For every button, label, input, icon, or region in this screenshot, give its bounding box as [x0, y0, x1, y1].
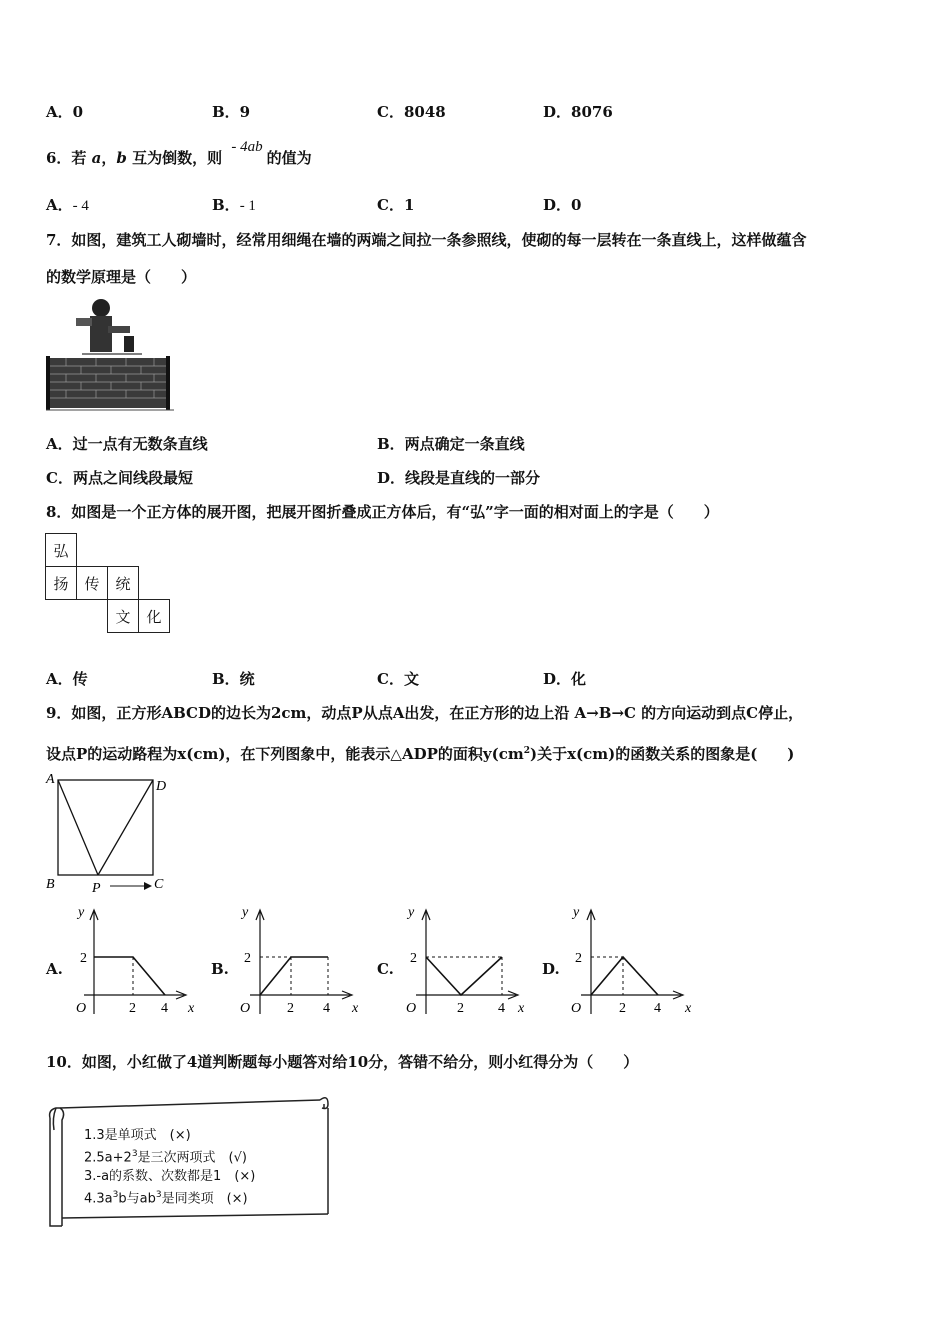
- q5-option-d: D．8076: [543, 103, 613, 121]
- svg-text:2: 2: [457, 1001, 464, 1016]
- q5-option-a: A．0: [46, 103, 84, 121]
- svg-text:4: 4: [654, 1001, 661, 1016]
- net-face-hong: 弘: [46, 534, 77, 567]
- q8-option-c: C．文: [377, 670, 419, 688]
- q9-line-1: 9．如图，正方形ABCD的边长为2cm，动点P从点A出发，在正方形的边上沿 A→B→C 的方向运动到点C停止，: [46, 704, 804, 722]
- q7-option-a: A．过一点有无数条直线: [46, 435, 208, 453]
- net-face-hua: 化: [139, 600, 170, 633]
- q6-var-a: a: [91, 149, 102, 167]
- q7-line-1: 7．如图，建筑工人砌墙时，经常用细绳在墙的两端之间拉一条参照线，使砌的每一层转在一条直线上，这样做蕴含: [46, 231, 807, 249]
- q8-option-d: D．化: [543, 670, 587, 688]
- svg-text:O: O: [571, 1001, 582, 1016]
- svg-text:y: y: [573, 905, 580, 920]
- q6-var-b: b: [116, 149, 127, 167]
- svg-text:4: 4: [498, 1001, 505, 1016]
- q6-text-after: 的值为: [266, 149, 312, 167]
- svg-text:4: 4: [323, 1001, 330, 1016]
- q7-option-d: D．线段是直线的一部分: [377, 469, 541, 487]
- net-face-yang: 扬: [46, 567, 77, 600]
- net-face-wen: 文: [108, 600, 139, 633]
- svg-text:x: x: [352, 1001, 359, 1016]
- cube-net: [45, 533, 170, 633]
- label-b: B: [46, 877, 55, 892]
- svg-text:2: 2: [410, 951, 417, 966]
- q6-text-before: 6．若: [46, 149, 92, 167]
- svg-text:y: y: [78, 905, 85, 920]
- svg-text:2: 2: [287, 1001, 294, 1016]
- q8-option-b: B．统: [212, 670, 255, 688]
- q5-option-c: C．8048: [377, 103, 446, 121]
- scroll-item-1: 1.3是单项式 (×): [84, 1128, 191, 1143]
- net-face-tong: 统: [108, 567, 139, 600]
- svg-text:2: 2: [80, 951, 87, 966]
- svg-text:2: 2: [575, 951, 582, 966]
- svg-text:x: x: [188, 1001, 195, 1016]
- q6-question: [46, 139, 312, 169]
- svg-text:2: 2: [129, 1001, 136, 1016]
- q6-expression: - 4ab: [231, 139, 263, 155]
- q8-option-a: A．传: [46, 670, 88, 688]
- q6-text-mid: 互为倒数，则: [126, 149, 223, 167]
- svg-text:x: x: [518, 1001, 525, 1016]
- scroll-item-3: 3.-a的系数、次数都是1 (×): [84, 1169, 256, 1185]
- graph-a: [66, 900, 201, 1020]
- svg-text:O: O: [76, 1001, 87, 1016]
- svg-text:y: y: [408, 905, 415, 920]
- q9-line-2: 设点P的运动路程为x(cm)，在下列图象中，能表示△ADP的面积$y(cm^2)$关于x(cm)的函数关系的图象是( ): [46, 745, 795, 763]
- svg-text:x: x: [685, 1001, 692, 1016]
- svg-text:O: O: [406, 1001, 417, 1016]
- q6-option-a: A．- 4: [46, 196, 89, 214]
- graph-c: [398, 900, 533, 1020]
- q6-option-d: D．0: [543, 196, 582, 214]
- scroll-item-2: $2.5a+2^3$是三次两项式 (√): [84, 1149, 247, 1166]
- svg-text:2: 2: [244, 951, 251, 966]
- label-p: P: [92, 881, 101, 896]
- net-face-chuan: 传: [77, 567, 108, 600]
- label-a: A: [46, 772, 55, 787]
- square-abcd-figure: [42, 768, 182, 896]
- graph-b: [232, 900, 367, 1020]
- q6-sep: ，: [101, 149, 117, 167]
- q5-option-b: B．9: [212, 103, 251, 121]
- label-c: C: [154, 877, 164, 892]
- graph-d: [563, 900, 698, 1020]
- q7-option-c: C．两点之间线段最短: [46, 469, 193, 487]
- q6-option-c: C．1: [377, 196, 415, 214]
- svg-text:4: 4: [161, 1001, 168, 1016]
- scroll-content: [84, 1126, 255, 1209]
- q9-option-a-label: A.: [46, 960, 63, 978]
- q8-line-1: 8．如图是一个正方体的展开图，把展开图折叠成正方体后，有“弘”字一面的相对面上的字是（ ）: [46, 503, 719, 521]
- q9-option-d-label: D.: [542, 960, 560, 978]
- q10-line-1: 10．如图，小红做了4道判断题每小题答对给10分，答错不给分，则小红得分为（ ）: [46, 1053, 639, 1071]
- svg-text:O: O: [240, 1001, 251, 1016]
- q9-option-b-label: B.: [211, 960, 229, 978]
- svg-text:2: 2: [619, 1001, 626, 1016]
- q9-option-c-label: C.: [377, 960, 394, 978]
- label-d: D: [156, 779, 167, 794]
- q6-option-b: B．- 1: [212, 196, 256, 214]
- q7-line-2: 的数学原理是（ ）: [46, 268, 197, 286]
- svg-text:y: y: [242, 905, 249, 920]
- scroll-item-4: $4.3a^3b$与$ab^3$是同类项 (×): [84, 1190, 248, 1207]
- q7-option-b: B．两点确定一条直线: [377, 435, 525, 453]
- bricklayer-illustration: [46, 296, 174, 414]
